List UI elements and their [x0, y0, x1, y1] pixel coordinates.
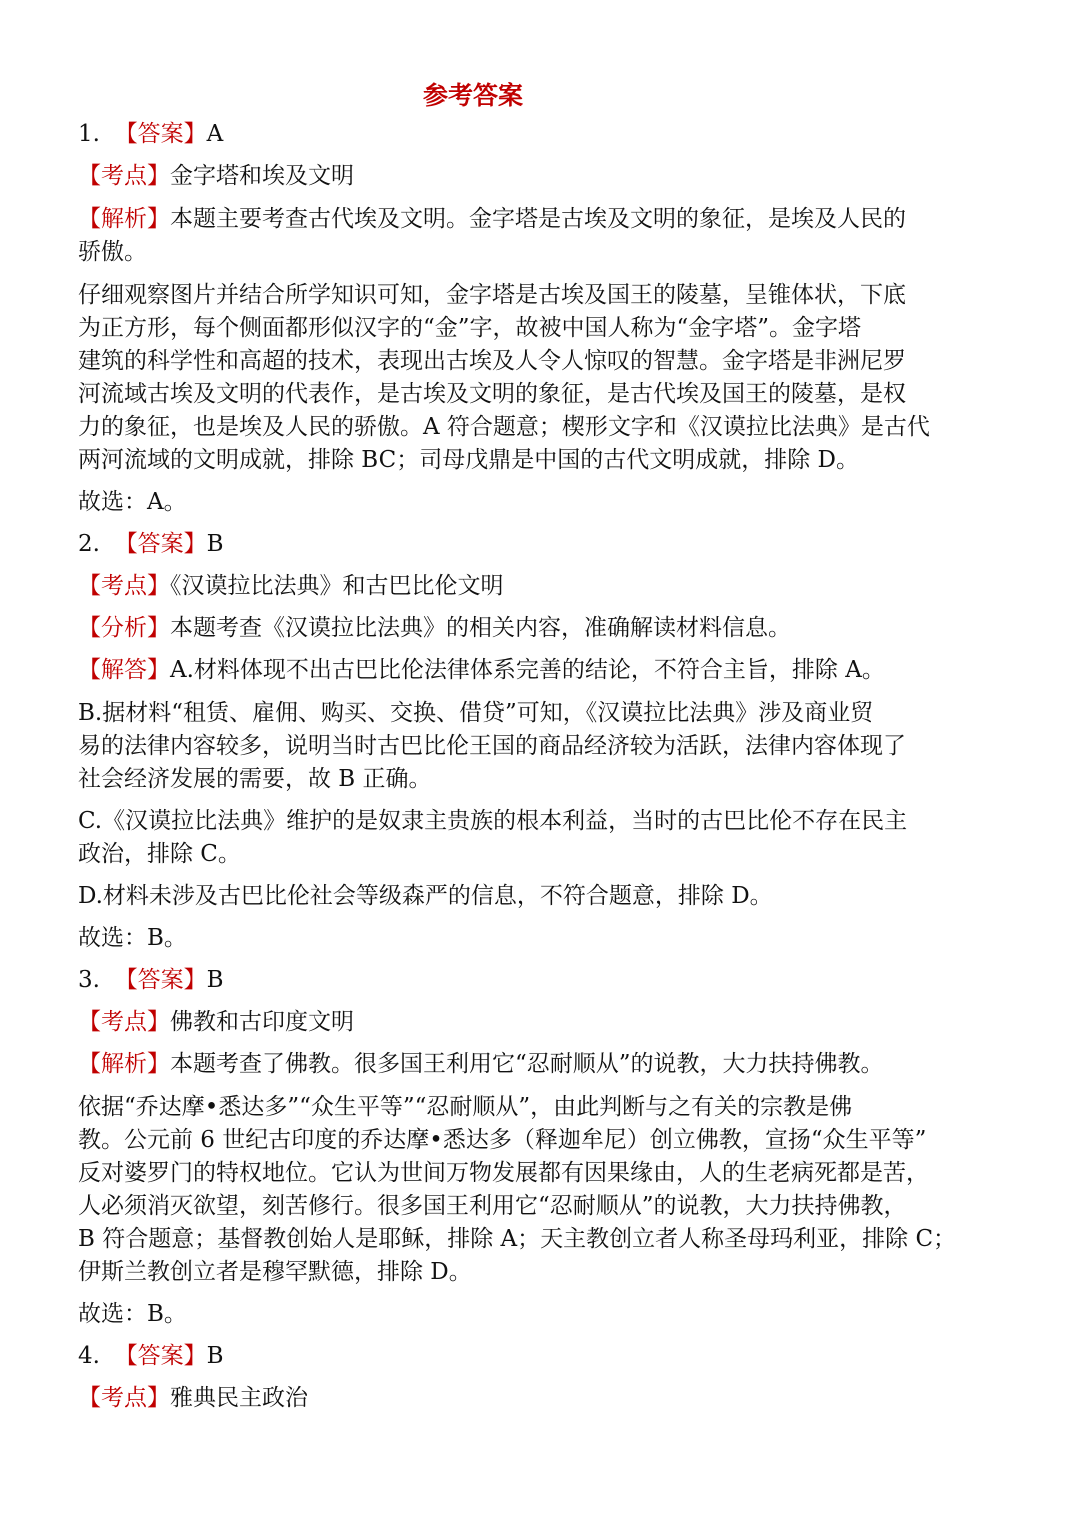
text-line: [78, 1048, 1008, 1081]
text-line: [78, 1190, 1008, 1223]
line-text: 雅典民主政治: [170, 1385, 308, 1411]
text-line: [78, 697, 1008, 730]
line-text: 两河流域的文明成就，排除 BC；司母戊鼎是中国的古代文明成就，排除 D。: [78, 447, 859, 473]
line-text: 仔细观察图片并结合所学知识可知，金字塔是古埃及国王的陵墓，呈锥体状，下底: [78, 282, 906, 308]
line-text: 故选：A。: [78, 489, 187, 515]
line-text: 本题主要考查古代埃及文明。金字塔是古埃及文明的象征，是埃及人民的: [170, 206, 906, 232]
section-label: 【分析】: [78, 615, 170, 641]
line-text: D.材料未涉及古巴比伦社会等级森严的信息，不符合题意，排除 D。: [78, 883, 773, 909]
text-line: [78, 880, 1008, 913]
text-line: [78, 118, 1008, 151]
section-label: 【考点】: [78, 573, 170, 599]
line-text: 政治，排除 C。: [78, 841, 241, 867]
text-line: [78, 528, 1008, 561]
text-line: [78, 570, 1008, 603]
text-line: [78, 763, 1008, 796]
text-line: [78, 964, 1008, 997]
text-line: [78, 730, 1008, 763]
text-line: [78, 345, 1008, 378]
text-line: [78, 411, 1008, 444]
line-text: 力的象征，也是埃及人民的骄傲。A 符合题意；楔形文字和《汉谟拉比法典》是古代: [78, 414, 930, 440]
text-line: [78, 378, 1008, 411]
text-line: [78, 805, 1008, 838]
section-label: 【解析】: [78, 206, 170, 232]
section-label: 【考点】: [78, 1385, 170, 1411]
section-label: 【答案】: [114, 531, 207, 557]
line-text: 伊斯兰教创立者是穆罕默德，排除 D。: [78, 1259, 472, 1285]
line-text: 《汉谟拉比法典》和古巴比伦文明: [170, 573, 504, 599]
line-text: A: [206, 121, 224, 147]
page-title: 参考答案: [422, 81, 523, 110]
line-text: B 符合题意；基督教创始人是耶稣，排除 A；天主教创立者人称圣母玛利亚，排除 C；: [78, 1226, 957, 1252]
line-text: 本题考查了佛教。很多国王利用它“忍耐顺从”的说教，大力扶持佛教。: [170, 1051, 884, 1077]
text-line: [78, 160, 1008, 193]
line-text: 故选：B。: [78, 1301, 187, 1327]
line-text: B: [206, 967, 224, 993]
line-text: A.材料体现不出古巴比伦法律体系完善的结论，不符合主旨，排除 A。: [170, 657, 885, 683]
line-text: 人必须消灭欲望，刻苦修行。很多国王利用它“忍耐顺从”的说教，大力扶持佛教，: [78, 1193, 907, 1219]
line-text: 2.: [78, 531, 115, 557]
line-text: 河流域古埃及文明的代表作，是古埃及文明的象征，是古代埃及国王的陵墓，是权: [78, 381, 906, 407]
line-text: 3.: [78, 967, 115, 993]
line-text: B: [206, 531, 224, 557]
line-text: 4.: [78, 1343, 115, 1369]
section-label: 【答案】: [114, 1343, 207, 1369]
text-line: [78, 612, 1008, 645]
text-line: [78, 1382, 1008, 1415]
section-label: 【解答】: [78, 657, 170, 683]
line-text: 反对婆罗门的特权地位。它认为世间万物发展都有因果缘由，人的生老病死都是苦，: [78, 1160, 929, 1186]
section-label: 【答案】: [114, 121, 207, 147]
line-text: B: [206, 1343, 224, 1369]
line-text: B.据材料“租赁、雇佣、购买、交换、借贷”可知，《汉谟拉比法典》涉及商业贸: [78, 700, 874, 726]
text-line: [78, 279, 1008, 312]
section-label: 【考点】: [78, 163, 170, 189]
text-line: [78, 1157, 1008, 1190]
line-text: 依据“乔达摩•悉达多”“众生平等”“忍耐顺从”，由此判断与之有关的宗教是佛: [78, 1094, 853, 1120]
line-text: 本题考查《汉谟拉比法典》的相关内容，准确解读材料信息。: [170, 615, 791, 641]
section-label: 【解析】: [78, 1051, 170, 1077]
text-line: [78, 1340, 1008, 1373]
text-line: [78, 1124, 1008, 1157]
line-text: 易的法律内容较多，说明当时古巴比伦王国的商品经济较为活跃，法律内容体现了: [78, 733, 906, 759]
line-text: 为正方形，每个侧面都形似汉字的“金”字，故被中国人称为“金字塔”。金字塔: [78, 315, 862, 341]
text-line: [78, 1223, 1008, 1256]
section-label: 【答案】: [114, 967, 207, 993]
text-line: [78, 1006, 1008, 1039]
line-text: C.《汉谟拉比法典》维护的是奴隶主贵族的根本利益，当时的古巴比伦不存在民主: [78, 808, 908, 834]
line-text: 故选：B。: [78, 925, 187, 951]
line-text: 1.: [78, 121, 115, 147]
text-line: [78, 1256, 1008, 1289]
section-label: 【考点】: [78, 1009, 170, 1035]
text-line: [78, 922, 1008, 955]
text-line: [78, 312, 1008, 345]
text-line: [78, 654, 1008, 687]
line-text: 教。公元前 6 世纪古印度的乔达摩•悉达多（释迦牟尼）创立佛教，宣扬“众生平等”: [78, 1127, 927, 1153]
text-line: [78, 1091, 1008, 1124]
line-text: 金字塔和埃及文明: [170, 163, 354, 189]
line-text: 建筑的科学性和高超的技术，表现出古埃及人令人惊叹的智慧。金字塔是非洲尼罗: [78, 348, 906, 374]
text-line: [78, 486, 1008, 519]
line-text: 社会经济发展的需要，故 B 正确。: [78, 766, 432, 792]
text-line: [78, 838, 1008, 871]
text-line: [78, 444, 1008, 477]
text-line: [78, 203, 1008, 236]
line-text: 佛教和古印度文明: [170, 1009, 354, 1035]
text-line: [78, 236, 1008, 269]
line-text: 骄傲。: [78, 239, 147, 265]
text-line: [78, 1298, 1008, 1331]
